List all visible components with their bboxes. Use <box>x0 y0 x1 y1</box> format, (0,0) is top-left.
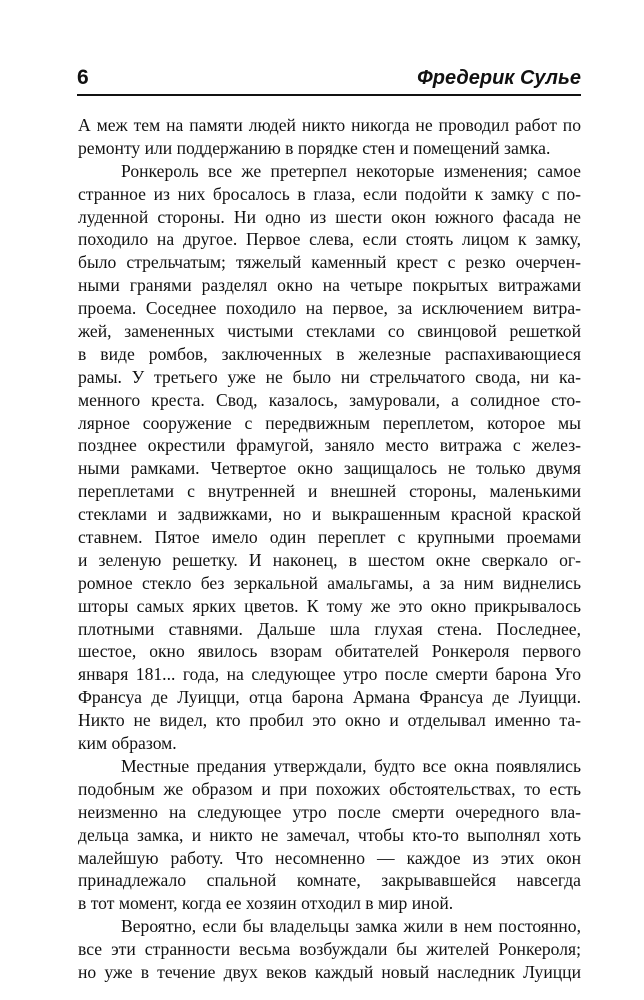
text-line: стеклами и задвижками, но и выкрашенным красной краской <box>78 504 581 525</box>
text-line: шестое, окно явилось взорам обитателей Ронкероля первого <box>78 641 581 662</box>
header-rule <box>77 94 581 96</box>
text-line: было стрельчатым; тяжелый каменный крест с резко очерчен- <box>78 252 581 273</box>
text-line: в тот момент, когда ее хозяин отходил в мир иной. <box>78 893 454 914</box>
text-line: все эти странности весьма возбуждали бы жителей Ронкероля; <box>78 939 581 960</box>
text-line: ставнем. Пятое имело один переплет с крупными проемами <box>78 527 581 548</box>
text-line: плотными ставнями. Дальше шла глухая стена. Последнее, <box>78 618 581 639</box>
text-line: походило на другое. Первое слева, если стоять лицом к замку, <box>78 229 581 250</box>
body-text <box>78 114 581 984</box>
text-line: ремонту или поддержанию в порядке стен и помещений замка. <box>78 137 551 158</box>
text-line: рамы. У третьего уже не было ни стрельчатого свода, ни ка- <box>78 366 581 387</box>
text-line: малейшую работу. Что несомненно — каждое из этих окон <box>78 847 581 868</box>
page-header <box>77 66 581 98</box>
text-line: ными гранями разделял окно на четыре покрытых витражами <box>78 275 581 296</box>
text-line: А меж тем на памяти людей никто никогда не проводил работ по <box>78 115 581 135</box>
text-line: подобным же образом и при похожих обстоятельствах, то есть <box>78 778 581 799</box>
text-line: луденной стороны. Ни одно из шести окон южного фасада не <box>78 206 581 227</box>
text-line: позднее окрестили фрамугой, заняло место витража с желез- <box>78 435 581 456</box>
running-title: Фредерик Сулье <box>417 67 581 89</box>
page-number: 6 <box>77 66 89 89</box>
text-line: принадлежало спальной комнате, закрывавшейся навсегда <box>78 870 581 891</box>
text-line: но уже в течение двух веков каждый новый наследник Луицци <box>78 961 581 982</box>
text-line: дельца замка, и никто не замечал, чтобы кто-то выполнял хоть <box>78 824 581 845</box>
text-line: странное из них бросалось в глаза, если подойти к замку с по- <box>78 183 581 204</box>
text-line: ными рамками. Четвертое окно защищалось не только двумя <box>78 458 581 479</box>
text-line: и зеленую решетку. И наконец, в шестом окне сверкало ог- <box>78 549 581 570</box>
text-line: неизменно на следующее утро после смерти очередного вла- <box>78 801 581 822</box>
text-line: лярное сооружение с передвижным переплетом, которое мы <box>78 412 581 433</box>
text-line: Вероятно, если бы владельцы замка жили в нем постоянно, <box>121 916 581 937</box>
text-line: Ронкероль все же претерпел некоторые изменения; самое <box>121 160 581 181</box>
text-line: Местные предания утверждали, будто все окна появлялись <box>121 755 581 776</box>
text-line: менного креста. Свод, казалось, замуровали, а солидное сто- <box>78 389 581 410</box>
text-line: ким образом. <box>78 733 177 754</box>
text-line: ромное стекло без зеркальной амальгамы, а за ним виднелись <box>78 572 581 593</box>
text-line: в виде ромбов, заключенных в железные распахивающиеся <box>78 343 581 364</box>
text-line: проема. Соседнее походило на первое, за исключением витра- <box>78 298 581 319</box>
text-line: переплетами с внутренней и внешней стороны, маленькими <box>78 481 581 502</box>
text-line: января 181... года, на следующее утро после смерти барона Уго <box>78 664 581 685</box>
text-line: шторы самых ярких цветов. К тому же это окно прикрывалось <box>78 595 581 616</box>
text-line: Никто не видел, кто пробил это окно и отделывал именно та- <box>78 710 581 731</box>
text-line: Франсуа де Луицци, отца барона Армана Франсуа де Луицци. <box>78 687 581 708</box>
text-line: жей, замененных чистыми стеклами со свинцовой решеткой <box>78 321 581 342</box>
